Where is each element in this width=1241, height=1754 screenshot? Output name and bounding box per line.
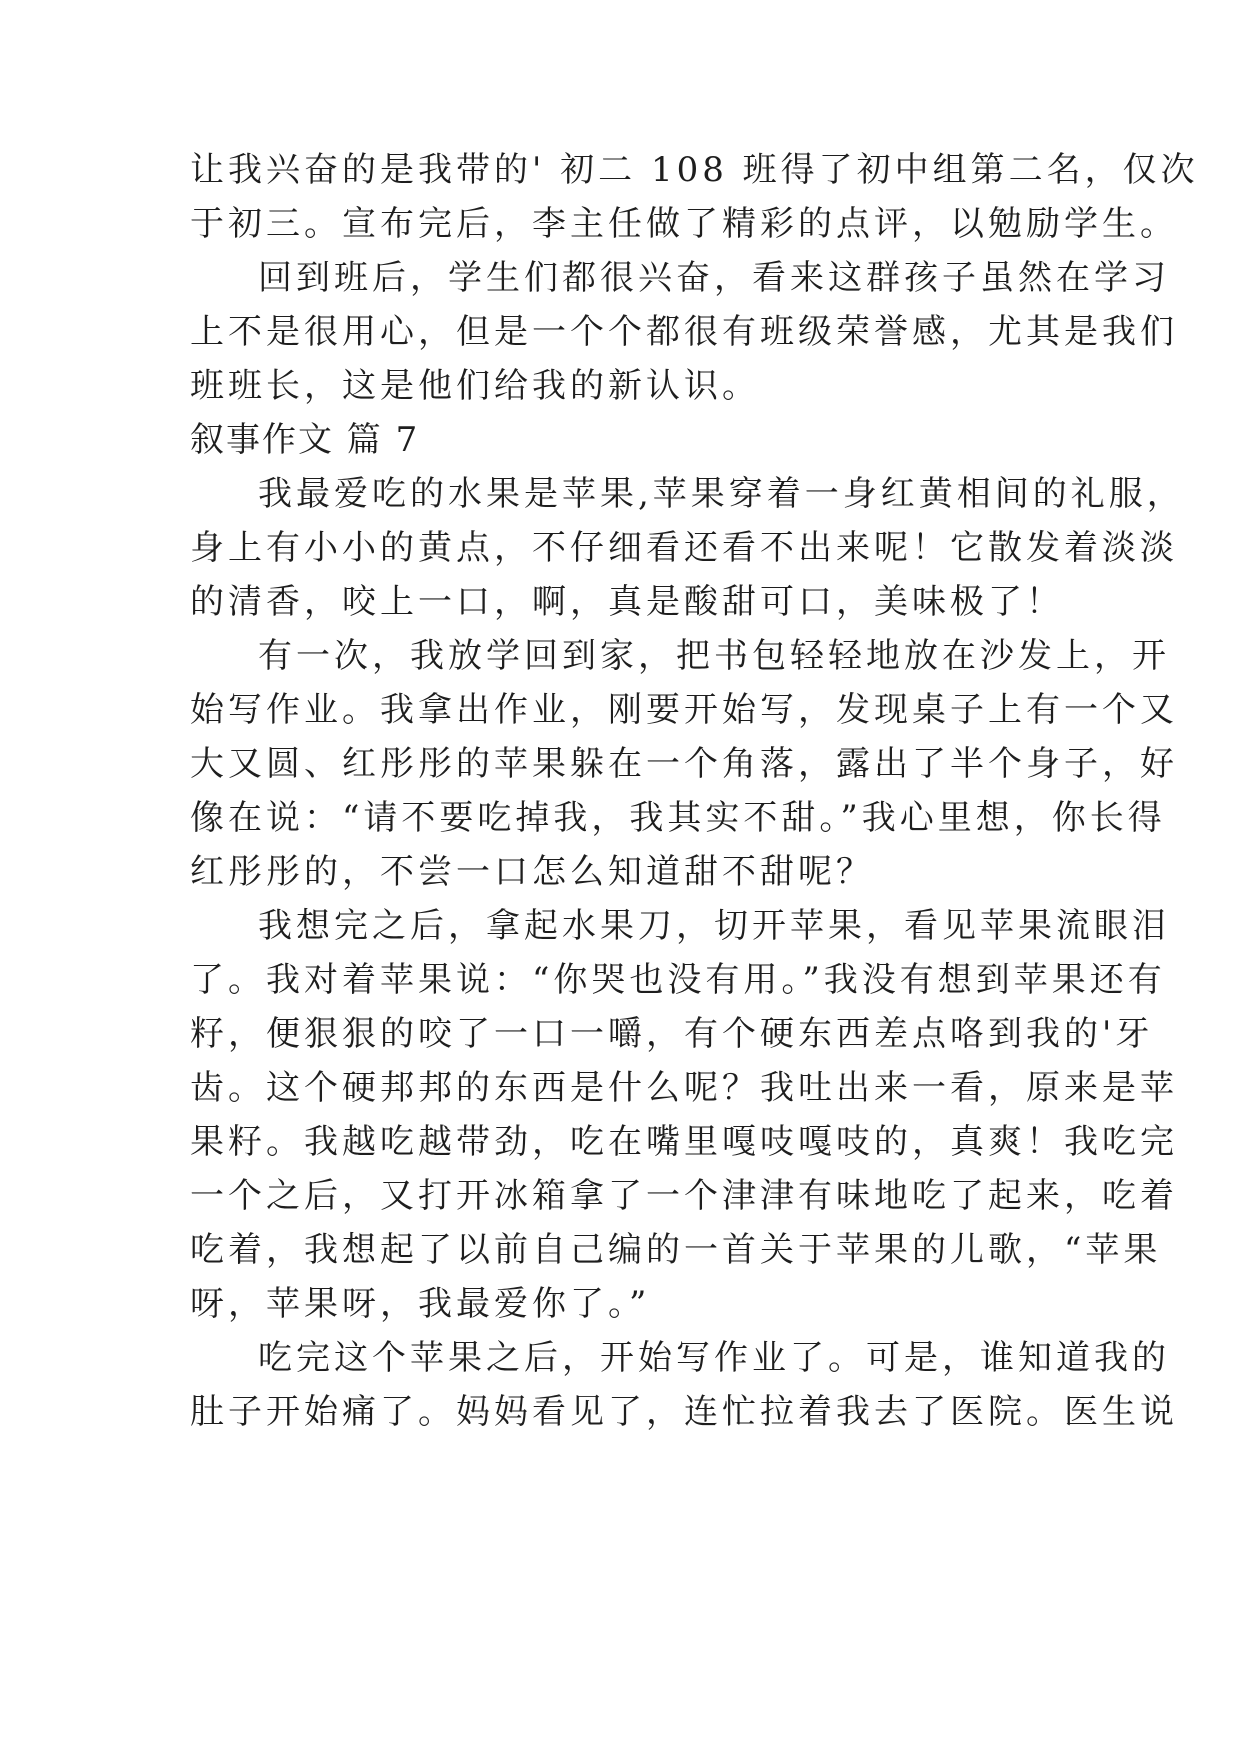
text-line: 肚子开始痛了。妈妈看见了，连忙拉着我去了医院。医生说 [190,1392,1178,1432]
section-heading: 叙事作文 篇 7 [190,420,420,460]
text-line: 像在说：“请不要吃掉我，我其实不甜。”我心里想，你长得 [190,798,1166,838]
text-line: 的清香，咬上一口，啊，真是酸甜可口，美味极了！ [190,582,1064,622]
paragraph-start-line: 吃完这个苹果之后，开始写作业了。可是，谁知道我的 [258,1338,1170,1378]
text-line: 身上有小小的黄点，不仔细看还看不出来呢！它散发着淡淡 [190,528,1178,568]
text-line: 一个之后，又打开冰箱拿了一个津津有味地吃了起来，吃着 [190,1176,1178,1216]
text-line: 始写作业。我拿出作业，刚要开始写，发现桌子上有一个又 [190,690,1178,730]
paragraph-start-line: 回到班后，学生们都很兴奋，看来这群孩子虽然在学习 [258,258,1170,298]
text-line: 呀，苹果呀，我最爱你了。” [190,1284,651,1324]
text-line: 果籽。我越吃越带劲，吃在嘴里嘎吱嘎吱的，真爽！我吃完 [190,1122,1178,1162]
text-line: 吃着，我想起了以前自己编的一首关于苹果的儿歌，“苹果 [190,1230,1162,1270]
text-line: 上不是很用心，但是一个个都很有班级荣誉感，尤其是我们 [190,312,1178,352]
text-line: 红彤彤的，不尝一口怎么知道甜不甜呢？ [190,852,874,892]
text-line: 了。我对着苹果说：“你哭也没有用。”我没有想到苹果还有 [190,960,1166,1000]
paragraph-start-line: 我想完之后，拿起水果刀，切开苹果，看见苹果流眼泪 [258,906,1170,946]
text-line: 籽，便狠狠的咬了一口一嚼，有个硬东西差点咯到我的'牙 [190,1014,1154,1054]
text-line: 让我兴奋的是我带的' 初二 108 班得了初中组第二名，仅次 [190,150,1199,190]
text-line: 齿。这个硬邦邦的东西是什么呢？我吐出来一看，原来是苹 [190,1068,1178,1108]
paragraph-start-line: 我最爱吃的水果是苹果,苹果穿着一身红黄相间的礼服， [258,474,1185,514]
text-line: 大又圆、红彤彤的苹果躲在一个角落，露出了半个身子，好 [190,744,1178,784]
text-line: 于初三。宣布完后，李主任做了精彩的点评，以勉励学生。 [190,204,1178,244]
text-line: 班班长，这是他们给我的新认识。 [190,366,760,406]
paragraph-start-line: 有一次，我放学回到家，把书包轻轻地放在沙发上，开 [258,636,1170,676]
